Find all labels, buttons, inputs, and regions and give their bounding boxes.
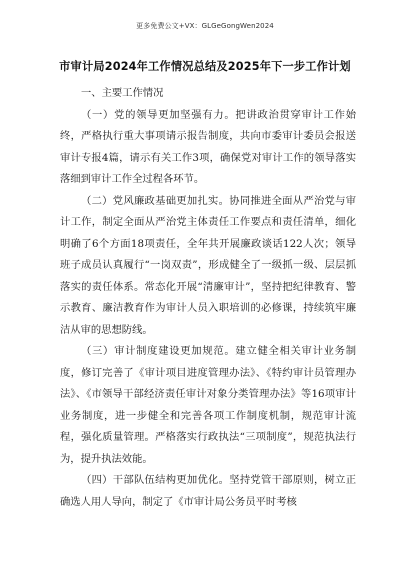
paragraph-integrity-foundation: （二）党风廉政基础更加扎实。协同推进全面从严治党与审计工作，制定全面从严治党主体责任工作要点和责任清单，细化明确了6个方面18项责任，全年共开展廉政谈话122人次；领导班子成员认真履行“一岗双责”，形成健全了一级抓一级、层层抓落实的责任体系。常态化开展“清廉审计”，坚持把纪律教育、警示教育、廉洁教育作为审计人员入职培训的必修课，持续筑牢廉洁从审的思想防线。 [60, 194, 356, 336]
paragraph-cadre-structure: （四）干部队伍结构更加优化。坚持党管干部原则，树立正确选人用人导向，制定了《市审计局公务员平时考核 [60, 474, 356, 508]
paragraph-audit-system: （三）审计制度建设更加规范。建立健全相关审计业务制度，修订完善了《审计项目进度管理办法》、《特约审计员管理办法》、《市领导干部经济责任审计对象分类管理办法》等16项审计业务制度，进一步健全和完善各项工作制度机制，规范审计流程，强化质量管理。严格落实行政执法“三项制度”，规范执法行为，提升执法效能。 [60, 345, 356, 465]
document-body [60, 83, 356, 513]
paragraph-party-leadership: （一）党的领导更加坚强有力。把讲政治贯穿审计工作始终，严格执行重大事项请示报告制度，共向市委审计委员会报送审计专报4篇，请示有关工作3项，确保党对审计工作的领导落实落细到审计工作全过程各环节。 [60, 108, 356, 185]
header-note: 更多免费公文+VX：GLGeGongWen2024 [136, 22, 274, 30]
section-heading: 一、主要工作情况 [81, 87, 164, 99]
document-title: 市审计局2024年工作情况总结及2025年下一步工作计划 [59, 60, 351, 73]
